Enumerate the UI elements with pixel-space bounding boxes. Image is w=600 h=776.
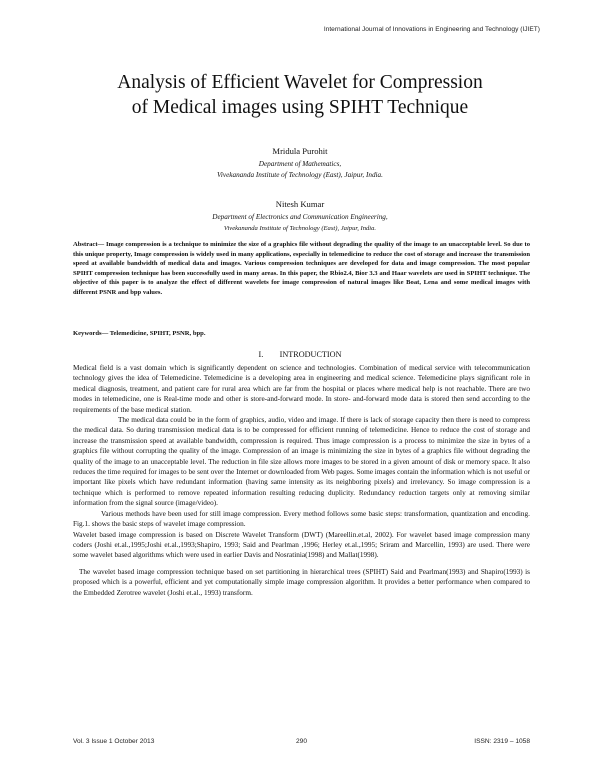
author-name: Nitesh Kumar bbox=[275, 199, 325, 209]
title-line-2: of Medical images using SPIHT Technique bbox=[131, 97, 469, 118]
author-affiliation-institute: Vivekananda Institute of Technology (East), Jaipur, India. bbox=[217, 171, 383, 179]
abstract: Abstract— Image compression is a technique to minimize the size of a graphics file without degrading the quality of the image to an unacceptable level. So due to this unique property, Image compression is widely used in many applications, especially in telemedicine to reduce the cost of storage and increase the transmission speed at available bandwidth of medical data and images. Various compression techniques are developed for data and image compression. The most popular SPIHT compression technique has been successfully used in many areas. In this paper, the Rbio2.4, Bior 3.3 and Haar wavelets are used in SPIHT technique. The objective of this paper is to analyze the effect of different wavelets for image compression of natural images like Boat, Lena and some medical images with different PSNR and bpp values. bbox=[73, 241, 530, 296]
paragraph: Medical field is a vast domain which is significantly dependent on science and technologies. Combination of medical service with telecommunication technology gives the idea of Telemedicine. Telemedicine is a developing area in engineering and medical science. Telemedicine plays significant role in medical diagnosis, treatment, and patient care for rural area which are far from the hospital or places where medical help is not reachable. There are two modes in telemedicine, one is Real-time mode and other is store-and-forward mode. In store- and-forward mode data is stored then send according to the requirements of the base medical station. bbox=[73, 364, 530, 414]
journal-header: International Journal of Innovations in Engineering and Technology (IJIET) bbox=[323, 26, 540, 33]
introduction-body bbox=[73, 363, 530, 598]
author-name: Mridula Purohit bbox=[272, 146, 328, 156]
footer-issn: ISSN: 2319 – 1058 bbox=[474, 738, 530, 745]
title-line-1: Analysis of Efficient Wavelet for Compression bbox=[117, 72, 483, 93]
paragraph: The wavelet based image compression technique based on set partitioning in hierarchical trees (SPIHT) Said and Pearlman(1993) and Shapiro(1993) is proposed which is a powerful, efficient and yet computationally simple image compression algorithm. It provides a better performance when compared to the Embedded Zerotree wavelet (Joshi et.al., 1993) transform. bbox=[73, 567, 530, 597]
footer-page-number: 290 bbox=[295, 738, 307, 745]
paragraph: The medical data could be in the form of graphics, audio, video and image. If there is lack of storage capacity then there is need to compress the medical data. So during transmission medical data is to be compressed for efficient running of telemedicine. Hence to reduce the cost of storage and increase the transmission speed at available bandwidth, compression is required. Thus image compression is a process to minimize the size in bytes of a graphics file without corrupting the quality of the image. Compression of an image is minimizing the size in bytes of a graphics file without degrading the quality of the image to an unacceptable level. The reduction in file size allows more images to be stored in a given amount of disk or memory space. It also reduces the time required for images to be sent over the Internet or downloaded from Web pages. Some images contain the information which is not useful or important like pixels which have redundant information (having same intensity as its neighboring pixels) and irrelevancy. So image compression is a technique which is performed to remove repeated information resulting reducing duplicity. Redundancy reduction targets only at removing similar information from the signal source (image/video). bbox=[73, 416, 530, 508]
footer-volume: Vol. 3 Issue 1 October 2013 bbox=[73, 738, 155, 745]
paragraph: Wavelet based image compression is based on Discrete Wavelet Transform (DWT) (Mareellin.et.al, 2002). For wavelet based image compression many coders (Joshi et.al.,1995;Joshi et.al.,1993;Shapiro, 1993; Said and Pearlman ,1996; Herley et.al.,1995; Sriram and Marcellin, 1993) are used. There were some wavelet based algorithms which were used in earlier Davis and Nosratinia(1998) and Mallat(1998). bbox=[73, 530, 530, 560]
section-heading-introduction: I. INTRODUCTION bbox=[258, 350, 342, 359]
author-block-2 bbox=[60, 199, 540, 234]
author-block-1 bbox=[60, 146, 540, 181]
paper-title bbox=[60, 70, 540, 120]
keywords: Keywords— Telemedicine, SPIHT, PSNR, bpp. bbox=[73, 330, 206, 337]
author-affiliation-institute: Vivekananda Institute of Technology (East), Jaipur, India. bbox=[223, 225, 377, 232]
paragraph: Various methods have been used for still image compression. Every method follows some basic steps: transformation, quantization and encoding. Fig.1. shows the basic steps of wavelet image compression. bbox=[73, 509, 530, 529]
author-affiliation-dept: Department of Mathematics, bbox=[258, 160, 342, 168]
author-affiliation-dept: Department of Electronics and Communication Engineering, bbox=[212, 213, 388, 221]
